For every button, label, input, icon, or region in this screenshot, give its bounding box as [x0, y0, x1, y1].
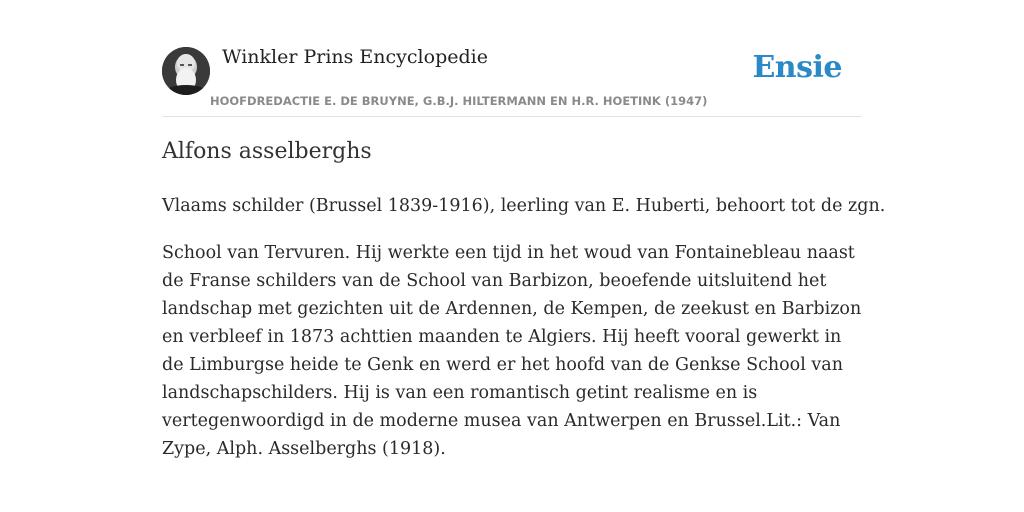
article-title: Alfons asselberghs [162, 139, 372, 164]
encyclopedia-header [162, 44, 862, 117]
encyclopedia-title[interactable]: Winkler Prins Encyclopedie [222, 46, 488, 68]
author-portrait [162, 47, 210, 95]
ensie-logo-link[interactable]: Ensie [752, 50, 842, 85]
editors-line: HOOFDREDACTIE E. DE BRUYNE, G.B.J. HILTERMANN EN H.R. HOETINK (1947) [210, 94, 708, 108]
article-paragraph-1: Vlaams schilder (Brussel 1839-1916), leerling van E. Huberti, behoort tot de zgn. [162, 196, 886, 216]
article-paragraph-2: School van Tervuren. Hij werkte een tijd in het woud van Fontainebleau naast de Franse schilders van de School van Barbizon, beoefende uitsluitend het landschap met gezichten uit de Ardennen, de Kempen, de zeekust en Barbizon en verbleef in 1873 achttien maanden te Algiers. Hij heeft vooral gewerkt in de Limburgse heide te Genk en werd er het hoofd van de Genkse School van landschapschilders. Hij is van een romantisch getint realisme en is vertegenwoordigd in de moderne musea van Antwerpen en Brussel.Lit.: Van Zype, Alph. Asselberghs (1918). [162, 243, 862, 459]
